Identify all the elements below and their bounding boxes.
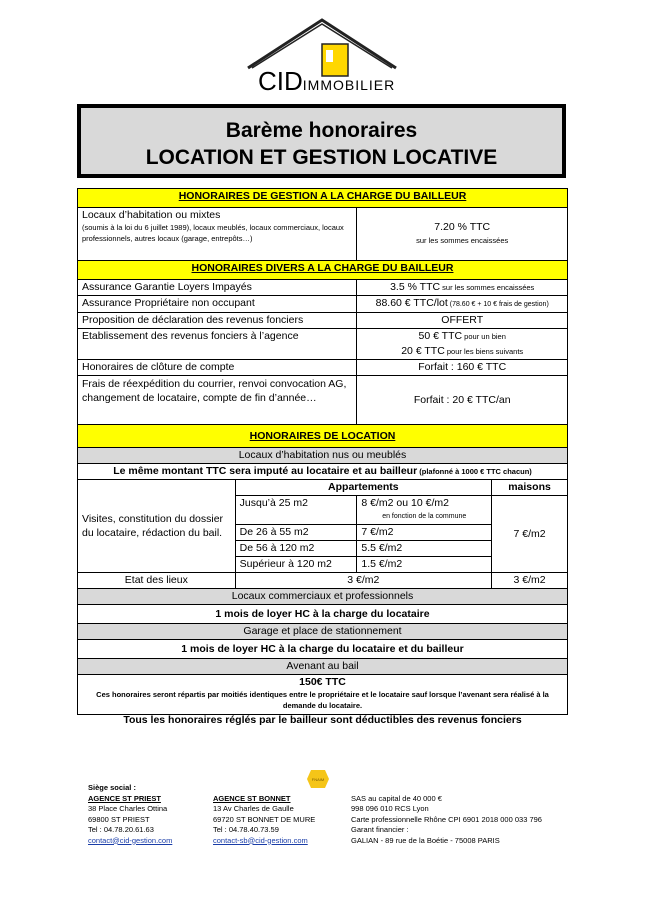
tranche-price-main: 8 €/m2 ou 10 €/m2 <box>361 497 449 509</box>
gestion-row <box>78 208 568 261</box>
tranche-price: 5.5 €/m2 <box>357 541 492 557</box>
gestion-value-detail: sur les sommes encaissées <box>416 236 509 245</box>
divers-value-note: (78.60 € + 10 € frais de gestion) <box>447 301 549 308</box>
legal-line: Carte professionnelle Rhône CPI 6901 2018 000 033 796 <box>351 814 542 824</box>
divers-value-main: 88.60 € TTC/lot <box>375 297 448 309</box>
avenant-price: 150€ TTC <box>299 676 346 688</box>
divers-value: OFFERT <box>357 313 568 329</box>
tranche-size: De 26 à 55 m2 <box>235 525 357 541</box>
gestion-header: HONORAIRES DE GESTION A LA CHARGE DU BAILLEUR <box>78 189 568 208</box>
nus-title: Locaux d’habitation nus ou meublés <box>78 448 568 464</box>
avenant-value-row <box>78 675 568 715</box>
nus-title-row <box>78 448 568 464</box>
legal-line: 998 096 010 RCS Lyon <box>351 804 429 813</box>
fnaim-badge-label: FNAIM <box>311 777 325 782</box>
commerciaux-title-row <box>78 589 568 605</box>
avenant-cell <box>78 675 568 715</box>
etat-maisons: 3 €/m2 <box>492 573 568 589</box>
visites-label: Visites, constitution du dossier du locataire, rédaction du bail. <box>78 480 236 573</box>
fee-table <box>77 188 568 715</box>
divers-label: Proposition de déclaration des revenus fonciers <box>78 313 357 329</box>
footer-col-legal <box>351 794 571 847</box>
legal-line: Garant financier : <box>351 825 409 834</box>
divers-value <box>357 280 568 296</box>
gestion-label-cell <box>78 208 357 261</box>
priest-email-link[interactable]: contact@cid-gestion.com <box>88 835 173 845</box>
avenant-title-row <box>78 659 568 675</box>
legal-line: GALIAN - 89 rue de la Boétie - 75008 PARIS <box>351 835 500 845</box>
tranche-size: Jusqu’à 25 m2 <box>235 496 357 525</box>
garage-value-row <box>78 640 568 659</box>
divers-row <box>78 376 568 425</box>
avenant-title: Avenant au bail <box>78 659 568 675</box>
legal-line: SAS au capital de 40 000 € <box>351 793 442 803</box>
siege-label: Siège social : <box>88 783 136 792</box>
etat-app: 3 €/m2 <box>235 573 491 589</box>
logo-cid: CID <box>258 66 303 96</box>
gestion-label-main: Locaux d’habitation ou mixtes <box>82 209 221 221</box>
divers-header: HONORAIRES DIVERS A LA CHARGE DU BAILLEUR <box>78 261 568 280</box>
bonnet-name: AGENCE ST BONNET <box>213 793 291 803</box>
maisons-price: 7 €/m2 <box>492 496 568 573</box>
divers-value-main-2: 20 € TTC <box>401 345 445 357</box>
avenant-note: Ces honoraires seront répartis par moitiés identiques entre le propriétaire et le locataire sauf lorsque l’avenant sera réalisé à la demande du locataire. <box>96 690 549 710</box>
divers-label: Assurance Propriétaire non occupant <box>78 296 357 313</box>
col-maisons: maisons <box>492 480 568 496</box>
col-appartements: Appartements <box>235 480 491 496</box>
divers-value <box>357 296 568 313</box>
divers-value-main: 50 € TTC <box>418 330 463 342</box>
gestion-header-row <box>78 189 568 208</box>
divers-row <box>78 329 568 360</box>
garage-title: Garage et place de stationnement <box>78 624 568 640</box>
divers-label: Honoraires de clôture de compte <box>78 360 357 376</box>
priest-tel: Tel : 04.78.20.61.63 <box>88 825 154 834</box>
footer-col-bonnet <box>213 794 343 847</box>
tranche-size: Supérieur à 120 m2 <box>235 557 357 573</box>
gestion-value-main: 7.20 % TTC <box>434 221 491 233</box>
logo-wordmark <box>258 68 395 98</box>
fnaim-badge-icon <box>307 770 329 788</box>
divers-row <box>78 296 568 313</box>
divers-row <box>78 313 568 329</box>
montant-row <box>78 464 568 480</box>
divers-label: Assurance Garantie Loyers Impayés <box>78 280 357 296</box>
divers-value-note: sur les sommes encaissées <box>440 283 535 292</box>
location-header: HONORAIRES DE LOCATION <box>78 425 568 448</box>
divers-value-note: pour un bien <box>462 332 506 341</box>
etat-row <box>78 573 568 589</box>
divers-header-row <box>78 261 568 280</box>
divers-value <box>357 329 568 360</box>
commerciaux-value-row <box>78 605 568 624</box>
garage-value: 1 mois de loyer HC à la charge du locataire et du bailleur <box>78 640 568 659</box>
tranche-price: 7 €/m2 <box>357 525 492 541</box>
divers-value: Forfait : 160 € TTC <box>357 360 568 376</box>
divers-value: Forfait : 20 € TTC/an <box>357 376 568 425</box>
bonnet-addr1: 13 Av Charles de Gaulle <box>213 804 294 813</box>
deductible-note: Tous les honoraires réglés par le bailleur sont déductibles des revenus fonciers <box>123 714 522 726</box>
divers-label: Etablissement des revenus fonciers à l’agence <box>78 329 357 360</box>
gestion-value-cell <box>357 208 568 261</box>
tranche-size: De 56 à 120 m2 <box>235 541 357 557</box>
divers-row <box>78 360 568 376</box>
gestion-label-detail: (soumis à la loi du 6 juillet 1989), locaux meublés, locaux commerciaux, locaux professionnels, autres locaux (garage, entrepôts…) <box>82 223 344 243</box>
tranche-price: 1.5 €/m2 <box>357 557 492 573</box>
divers-label: Frais de réexpédition du courrier, renvoi convocation AG, changement de locataire, compte de fin d’année… <box>78 376 357 425</box>
priest-addr2: 69800 ST PRIEST <box>88 814 150 824</box>
priest-name: AGENCE ST PRIEST <box>88 793 161 803</box>
divers-value-note-2: pour les biens suivants <box>444 347 524 356</box>
garage-title-row <box>78 624 568 640</box>
tranche-price-note: en fonction de la commune <box>382 513 467 520</box>
commerciaux-title: Locaux commerciaux et professionnels <box>78 589 568 605</box>
tranche-price <box>357 496 492 525</box>
location-header-row <box>78 425 568 448</box>
montant-note: (plafonné à 1000 € TTC chacun) <box>417 467 532 476</box>
columns-row <box>78 480 568 496</box>
bonnet-email-link[interactable]: contact-sb@cid-gestion.com <box>213 835 308 845</box>
bonnet-tel: Tel : 04.78.40.73.59 <box>213 825 279 834</box>
etat-label: Etat des lieux <box>78 573 236 589</box>
montant-cell <box>78 464 568 480</box>
title-line1: Barème honoraires <box>225 119 418 142</box>
divers-value-main: 3.5 % TTC <box>390 281 441 293</box>
priest-addr1: 38 Place Charles Ottina <box>88 804 168 813</box>
title-box <box>77 104 566 178</box>
footer-col-priest <box>88 783 208 846</box>
montant-main: Le même montant TTC sera imputé au locataire et au bailleur <box>113 465 418 477</box>
title-line2: LOCATION ET GESTION LOCATIVE <box>145 146 498 169</box>
divers-row <box>78 280 568 296</box>
bonnet-addr2: 69720 ST BONNET DE MURE <box>213 814 316 824</box>
commerciaux-value: 1 mois de loyer HC à la charge du locataire <box>78 605 568 624</box>
logo-immobilier: IMMOBILIER <box>302 77 396 93</box>
